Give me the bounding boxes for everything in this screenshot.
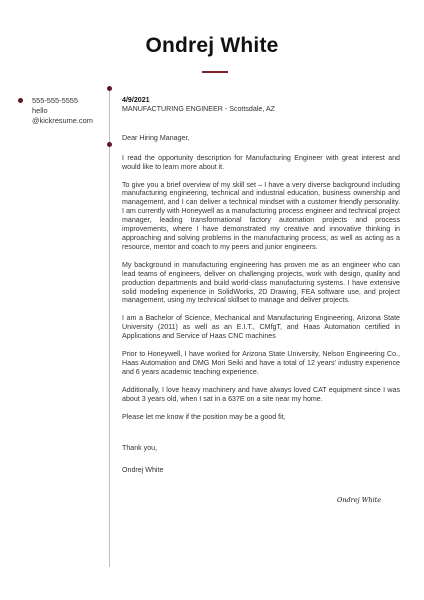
handwritten-signature: Ondrej White — [337, 496, 382, 504]
letter-paragraph: I read the opportunity description for Manufacturing Engineer with great interest and would like to learn more about it. — [122, 153, 400, 171]
contact-email-line1: hello — [32, 106, 48, 116]
timeline-dot-middle — [107, 142, 112, 147]
letter-paragraph: To give you a brief overview of my skill set – I have a very diverse background including manufacturing engineering, technical and industrial education, business ownership and management, and I can deliver a technical mindset with a customer friendly personality. I am currently with Honeywell as a manufacturing process engineer and technical project manager, leading transformational factory automation projects and process improvements, where I have demonstrated my creative and innovative thinking in approaching and solving problems in the manufacturing process, as well as acting as a resource, mentor and coach to my peers and junior engineers. — [122, 180, 400, 251]
sidebar — [0, 0, 110, 600]
sidebar-divider-line — [109, 88, 110, 567]
letter-signer-name: Ondrej White — [122, 466, 164, 475]
letter-paragraph: I am a Bachelor of Science, Mechanical and Manufacturing Engineering, Arizona State University (2011) as well as an E.I.T., CMfgT, and Haas Automation certified in Applications and Service of Haas CNC machines — [122, 314, 400, 341]
timeline-dot-top — [107, 86, 112, 91]
page-title: Ondrej White — [145, 34, 279, 57]
letter-greeting: Dear Hiring Manager, — [122, 133, 190, 142]
letter-body — [122, 96, 400, 475]
letter-position: MANUFACTURING ENGINEER - Scottsdale, AZ — [122, 104, 275, 113]
letter-paragraph: Please let me know if the position may be a good fit, — [122, 412, 286, 421]
contact-email-line2: @kickresume.com — [32, 116, 93, 126]
letter-paragraph: Additionally, I love heavy machinery and have always loved CAT equipment since I was about 3 years old, when I sat in a 637E on a site near my home. — [122, 385, 400, 403]
timeline-dot-contact — [18, 98, 23, 103]
letter-date: 4/9/2021 — [122, 96, 150, 104]
title-accent-line — [202, 71, 228, 73]
contact-phone: 555-555-5555 — [32, 96, 79, 105]
contact-block — [32, 96, 93, 127]
letter-paragraph: My background in manufacturing engineering has proven me as an engineer who can lead teams of engineers, deliver on challenging projects, work with design, quality and production departments and build world-class manufacturing systems. I have extensive solid modeling experience in SolidWorks, 2D Drawing, FEA software use, and project management, using my technical skillset to manage and deliver projects. — [122, 260, 400, 305]
letter-closing: Thank you, — [122, 444, 158, 453]
letter-paragraph: Prior to Honeywell, I have worked for Arizona State University, Nelson Engineering Co., Haas Automation and DMG Mori Seiki and have a total of 12 years' industry experience and 6 years academic teaching experience. — [122, 350, 400, 376]
